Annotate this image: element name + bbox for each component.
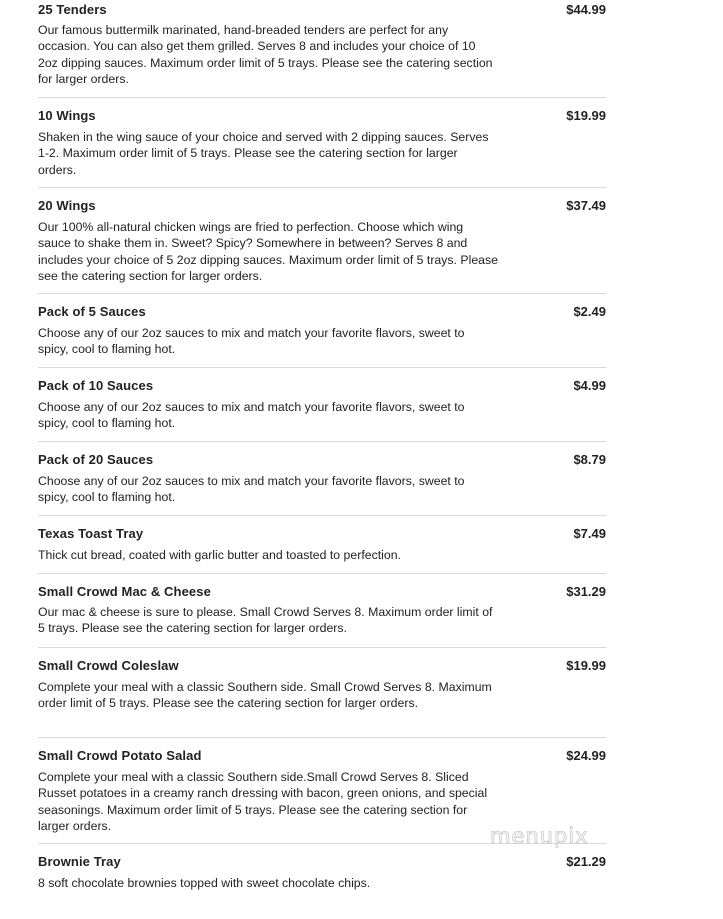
item-description: Our mac & cheese is sure to please. Small Crowd Serves 8. Maximum order limit of 5 trays. Please see the catering section for larger orders. <box>38 605 493 636</box>
item-price: $7.49 <box>573 526 606 541</box>
menu-item <box>38 844 606 904</box>
menu-item <box>38 368 606 442</box>
menu-item <box>38 0 606 98</box>
item-name: Small Crowd Coleslaw <box>38 658 179 673</box>
item-name: Pack of 5 Sauces <box>38 304 146 319</box>
item-price: $24.99 <box>566 748 606 763</box>
item-price: $2.49 <box>573 304 606 319</box>
item-name: Small Crowd Mac & Cheese <box>38 584 211 599</box>
item-price: $44.99 <box>566 2 606 17</box>
item-price: $4.99 <box>573 378 606 393</box>
item-description: Complete your meal with a classic Southern side. Small Crowd Serves 8. Maximum order limit of 5 trays. Please see the catering section for larger orders. <box>38 680 492 711</box>
item-description: Our 100% all-natural chicken wings are fried to perfection. Choose which wing sauce to shake them in. Sweet? Spicy? Somewhere in between? Serves 8 and includes your choice of 5 2oz dipping sauces. Maximum order limit of 5 trays. Please see the catering section for larger orders. <box>38 220 498 283</box>
item-price: $37.49 <box>566 198 606 213</box>
item-description: Choose any of our 2oz sauces to mix and match your favorite flavors, sweet to spicy, cool to flaming hot. <box>38 400 465 431</box>
menu-list <box>38 0 606 904</box>
menu-item <box>38 188 606 294</box>
menu-item <box>38 98 606 188</box>
menupix-watermark: menupix <box>490 824 589 848</box>
item-price: $31.29 <box>566 584 606 599</box>
item-name: Pack of 20 Sauces <box>38 452 154 467</box>
item-description: 8 soft chocolate brownies topped with sweet chocolate chips. <box>38 876 371 890</box>
item-description: Complete your meal with a classic Southern side.Small Crowd Serves 8. Sliced Russet potatoes in a creamy ranch dressing with bacon, green onions, and special seasonings. Maximum order limit of 5 trays. Please see the catering section for larger orders. <box>38 770 488 833</box>
menu-item <box>38 574 606 648</box>
item-price: $21.29 <box>566 854 606 869</box>
item-price: $19.99 <box>566 108 606 123</box>
item-name: 20 Wings <box>38 198 96 213</box>
item-name: Brownie Tray <box>38 854 121 869</box>
menu-item <box>38 648 606 738</box>
menu-item <box>38 294 606 368</box>
item-name: 10 Wings <box>38 108 96 123</box>
item-name: Texas Toast Tray <box>38 526 144 541</box>
item-description: Choose any of our 2oz sauces to mix and match your favorite flavors, sweet to spicy, cool to flaming hot. <box>38 326 465 357</box>
item-name: Pack of 10 Sauces <box>38 378 154 393</box>
item-price: $19.99 <box>566 658 606 673</box>
menu-item <box>38 442 606 516</box>
item-description: Choose any of our 2oz sauces to mix and match your favorite flavors, sweet to spicy, cool to flaming hot. <box>38 474 465 505</box>
item-description: Our famous buttermilk marinated, hand-breaded tenders are perfect for any occasion. You can also get them grilled. Serves 8 and includes your choice of 10 2oz dipping sauces. Maximum order limit of 5 trays. Please see the catering section for larger orders. <box>38 23 493 86</box>
item-name: Small Crowd Potato Salad <box>38 748 202 763</box>
item-price: $8.79 <box>573 452 606 467</box>
item-description: Shaken in the wing sauce of your choice and served with 2 dipping sauces. Serves 1-2. Maximum order limit of 5 trays. Please see the catering section for larger orders. <box>38 130 489 177</box>
menu-item <box>38 516 606 574</box>
item-description: Thick cut bread, coated with garlic butter and toasted to perfection. <box>38 548 401 562</box>
item-name: 25 Tenders <box>38 2 107 17</box>
